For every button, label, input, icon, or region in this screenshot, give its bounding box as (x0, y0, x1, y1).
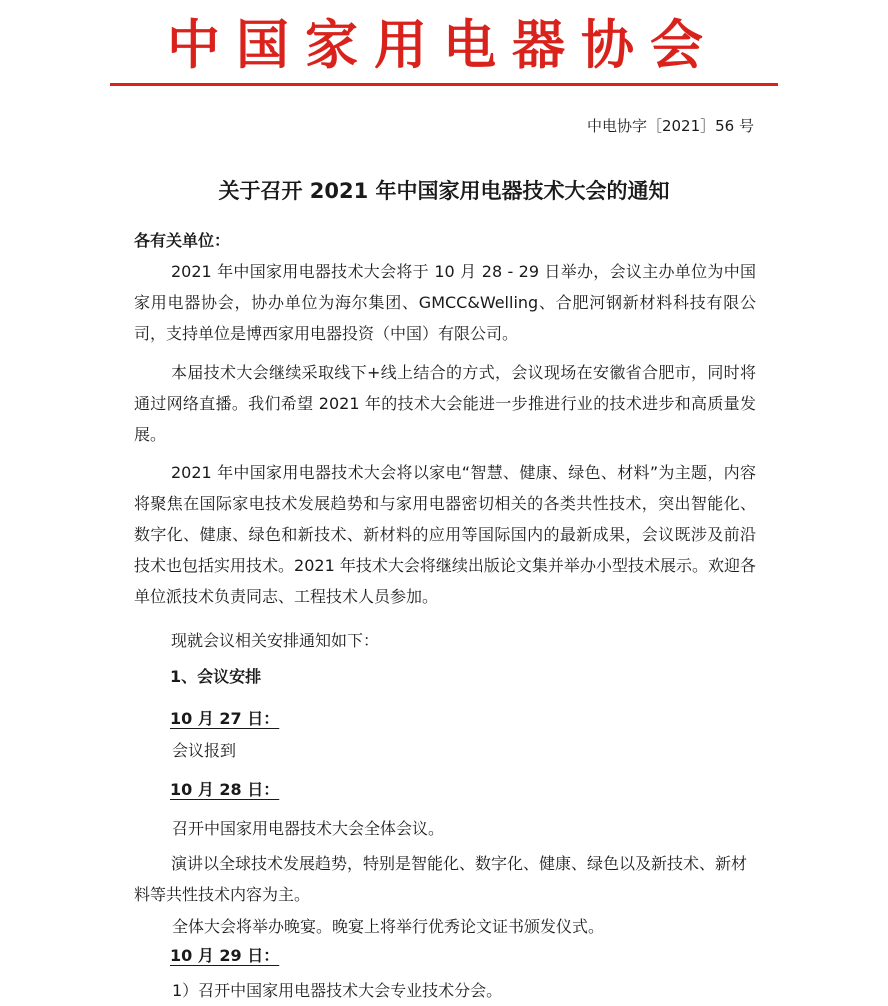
paragraph-format: 本届技术大会继续采取线下+线上结合的方式，会议现场在安徽省合肥市，同时将通过网络直播。我们希望 2021 年的技术大会能进一步推进行业的技术进步和高质量发展。 (134, 363, 756, 444)
agenda-item: 召开中国家用电器技术大会全体会议。 (172, 819, 445, 838)
agenda-item: 1）召开中国家用电器技术大会专业技术分会。 (172, 981, 503, 1000)
letterhead-red-rule (110, 83, 778, 86)
agenda-item: 全体大会将举办晚宴。晚宴上将举行优秀论文证书颁发仪式。 (172, 917, 605, 936)
agenda-item: 会议报到 (172, 741, 237, 760)
section-heading: 1、会议安排 (170, 667, 262, 686)
date-heading-oct-29: 10 月 29 日： (170, 946, 280, 965)
document-number: 中电协字［2021］56 号 (586, 117, 754, 135)
org-name: 中国家用电器协会 (167, 15, 719, 76)
agenda-item: 演讲以全球技术发展趋势，特别是智能化、数字化、健康、绿色以及新技术、新材料等共性技术内容为主。 (134, 854, 748, 904)
paragraph-theme: 2021 年中国家用电器技术大会将以家电“智慧、健康、绿色、材料”为主题，内容将聚焦在国际家电技术发展趋势和与家用电器密切相关的各类共性技术，突出智能化、数字化、健康、绿色和新技术、新材料的应用等国际国内的最新成果，会议既涉及前沿技术也包括实用技术。2021 年技术大会将继续出版论文集并举办小型技术展示。欢迎各单位派技术负责同志、工程技术人员参加。 (134, 463, 756, 606)
paragraph-intro: 2021 年中国家用电器技术大会将于 10 月 28 - 29 日举办，会议主办单位为中国家用电器协会，协办单位为海尔集团、GMCC&Welling、合肥河钢新材料科技有限公司，支持单位是博西家用电器投资（中国）有限公司。 (134, 262, 756, 343)
date-heading-oct-27: 10 月 27 日： (170, 709, 280, 728)
salutation: 各有关单位： (134, 231, 231, 250)
document-title: 关于召开 2021 年中国家用电器技术大会的通知 (218, 179, 670, 203)
date-heading-oct-28: 10 月 28 日： (170, 780, 280, 799)
paragraph-arrangement-intro: 现就会议相关安排通知如下： (171, 631, 380, 650)
